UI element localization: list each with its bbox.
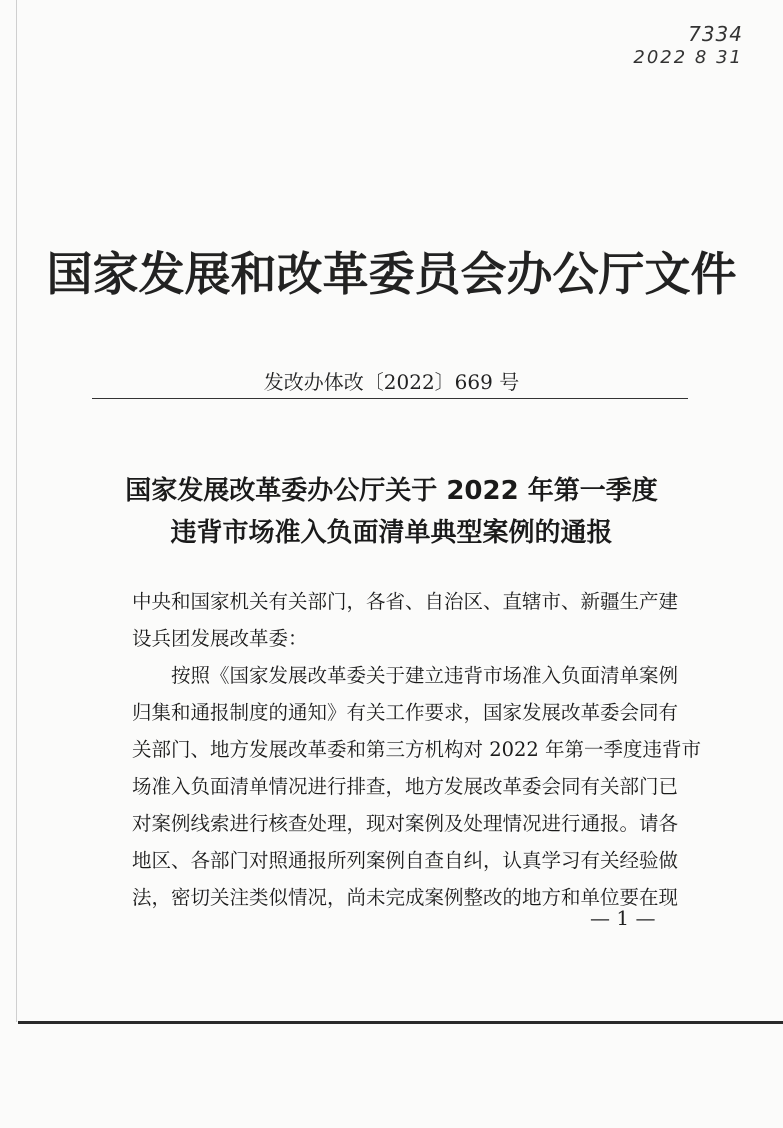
handwritten-date: 2022 8 31 — [633, 47, 743, 68]
document-title-line-1: 国家发展改革委办公厅关于 2022 年第一季度 — [125, 476, 658, 506]
document-title-line-2: 违背市场准入负面清单典型案例的通报 — [170, 518, 613, 548]
paragraph-line: 场准入负面清单情况进行排查，地方发展改革委会同有关部门已 — [132, 775, 679, 798]
paragraph-line: 法，密切关注类似情况，尚未完成案例整改的地方和单位要在现 — [132, 886, 679, 909]
handwritten-number: 7334 — [688, 22, 743, 46]
paragraph-line: 归集和通报制度的通知》有关工作要求，国家发展改革委会同有 — [132, 701, 679, 724]
page-left-edge — [16, 0, 17, 1022]
handwritten-note — [633, 22, 743, 70]
page-bottom-border — [18, 1021, 783, 1024]
document-number: 发改办体改〔2022〕669 号 — [263, 370, 520, 394]
addressee-line: 设兵团发展改革委： — [132, 627, 308, 650]
page-number: — 1 — — [590, 906, 656, 930]
document-body — [132, 583, 702, 916]
issuer-header: 国家发展和改革委员会办公厅文件 — [46, 247, 737, 301]
paragraph-line: 按照《国家发展改革委关于建立违背市场准入负面清单案例 — [171, 664, 679, 687]
addressee-line: 中央和国家机关有关部门，各省、自治区、直辖市、新疆生产建 — [132, 590, 679, 613]
header-divider — [92, 398, 688, 399]
paragraph-line: 地区、各部门对照通报所列案例自查自纠，认真学习有关经验做 — [132, 849, 679, 872]
paragraph-line: 对案例线索进行核查处理，现对案例及处理情况进行通报。请各 — [132, 812, 679, 835]
paragraph-line: 关部门、地方发展改革委和第三方机构对 2022 年第一季度违背市 — [132, 738, 702, 761]
